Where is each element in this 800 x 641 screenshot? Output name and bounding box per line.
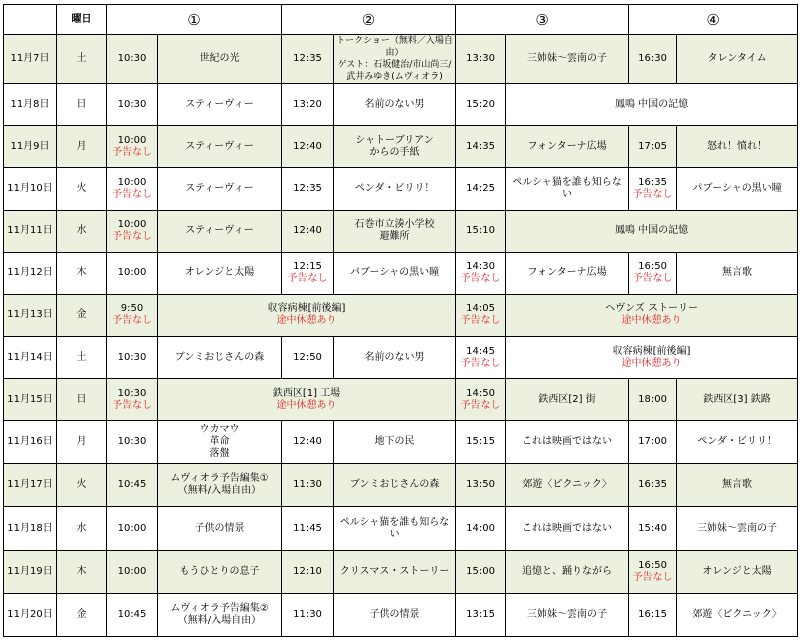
time-cell: 10:45 [107,593,158,636]
header-slot-2: ② [282,5,456,35]
date-cell: 11月10日 [4,168,57,210]
time-cell: 13:20 [282,84,334,126]
film-title-line: ムヴィオラ予告編集① [170,473,269,485]
event-guest: 武井みゆき(ムヴィオラ) [346,72,443,83]
table-row [4,336,798,378]
time-cell: 12:40 [282,126,334,168]
film-cell: 追憶と、踊りながら [506,550,629,593]
time-cell: 11:45 [282,507,334,550]
time-cell: 12:40 [282,421,334,464]
weekday-cell: 日 [57,84,107,126]
time-cell: 17:00 [629,421,677,464]
film-cell [506,294,798,336]
date-cell: 11月19日 [4,550,57,593]
date-cell: 11月17日 [4,464,57,507]
time-cell: 12:35 [282,35,334,84]
time-value: 10:30 [117,387,147,399]
weekday-cell: 木 [57,550,107,593]
table-row [4,464,798,507]
weekday-cell: 日 [57,379,107,421]
film-cell [158,379,456,421]
film-cell: 無言歌 [677,252,798,294]
no-trailer-note: 予告なし [632,273,673,285]
time-cell: 12:10 [282,550,334,593]
film-cell: 郊遊〈ピクニック〉 [677,593,798,636]
weekday-cell: 土 [57,336,107,378]
time-value: 9:50 [120,303,144,315]
time-cell: 11:30 [282,464,334,507]
time-value: 16:35 [638,177,667,189]
time-cell: 13:50 [456,464,506,507]
table-row [4,421,798,464]
film-cell: 鉄西区[3] 鉄路 [677,379,798,421]
date-cell: 11月11日 [4,210,57,252]
time-cell [456,252,506,294]
weekday-cell: 月 [57,421,107,464]
date-cell: 11月20日 [4,593,57,636]
table-row [4,550,798,593]
time-cell: 14:00 [456,507,506,550]
time-value: 10:00 [117,219,147,231]
film-cell: ブンミおじさんの森 [158,336,282,378]
film-title-line: 革命 [209,436,230,448]
date-cell: 11月9日 [4,126,57,168]
time-cell: 15:20 [456,84,506,126]
header-slot-1: ① [107,5,282,35]
no-trailer-note: 予告なし [460,315,501,327]
date-cell: 11月7日 [4,35,57,84]
time-cell: 10:00 [107,550,158,593]
header-slot-3: ③ [456,5,629,35]
film-cell: ペンダ・ビリリ！ [334,168,456,210]
no-trailer-note: 予告なし [112,146,152,158]
time-cell [107,379,158,421]
table-row [4,379,798,421]
film-cell: ペルシャ猫を誰も知らない [334,507,456,550]
date-cell: 11月13日 [4,294,57,336]
film-cell: パブーシャの黒い瞳 [677,168,798,210]
film-cell: オレンジと太陽 [677,550,798,593]
film-cell: 怒れ！憤れ！ [677,126,798,168]
time-cell: 16:30 [629,35,677,84]
time-cell: 16:15 [629,593,677,636]
time-cell [629,168,677,210]
table-row [4,210,798,252]
header-row [4,5,798,35]
time-cell: 14:35 [456,126,506,168]
film-title: 収容病棟[前後編] [267,303,346,315]
time-value: 10:00 [117,134,147,146]
weekday-cell: 火 [57,168,107,210]
time-cell: 11:30 [282,593,334,636]
intermission-note: 途中休憩あり [621,315,682,327]
film-cell: 鳳鳴 中国の記憶 [506,210,798,252]
time-cell: 10:45 [107,464,158,507]
time-cell: 15:00 [456,550,506,593]
header-weekday: 曜日 [57,5,107,35]
no-trailer-note: 予告なし [287,273,328,285]
time-cell [629,252,677,294]
film-cell: 三姉妹～雲南の子 [506,35,629,84]
film-title-line: 石巻市立湊小学校 [354,219,435,231]
event-title: トークショー（無料／入場自由） [336,36,453,59]
time-cell: 10:30 [107,421,158,464]
film-title: ヘヴンズ ストーリー [605,303,698,315]
no-trailer-note: 予告なし [632,189,673,201]
time-cell: 10:30 [107,35,158,84]
film-cell: 名前のない男 [334,336,456,378]
date-cell: 11月8日 [4,84,57,126]
schedule-table [3,4,798,637]
film-cell: 鳳鳴 中国の記憶 [506,84,798,126]
time-cell: 12:50 [282,336,334,378]
time-value: 10:00 [117,177,147,189]
weekday-cell: 木 [57,252,107,294]
no-trailer-note: 予告なし [112,315,152,327]
film-cell [158,421,282,464]
time-cell: 18:00 [629,379,677,421]
table-row [4,35,798,84]
weekday-cell: 金 [57,593,107,636]
date-cell: 11月12日 [4,252,57,294]
film-cell: これは映画ではない [506,421,629,464]
time-cell [282,252,334,294]
film-cell: ペンダ・ビリリ！ [677,421,798,464]
date-cell: 11月15日 [4,379,57,421]
film-cell: 三姉妹～雲南の子 [506,593,629,636]
film-cell: 世紀の光 [158,35,282,84]
time-cell [456,336,506,378]
time-cell [456,294,506,336]
time-cell [456,379,506,421]
film-cell: 子供の情景 [334,593,456,636]
time-cell: 17:05 [629,126,677,168]
no-trailer-note: 予告なし [460,357,501,369]
film-cell: これは映画ではない [506,507,629,550]
film-cell [506,336,798,378]
date-cell: 11月18日 [4,507,57,550]
time-value: 14:50 [466,387,495,399]
intermission-note: 途中休憩あり [621,357,682,369]
time-cell: 16:35 [629,464,677,507]
time-cell [107,126,158,168]
time-value: 16:50 [638,261,667,273]
no-trailer-note: 予告なし [112,189,152,201]
film-cell: もうひとりの息子 [158,550,282,593]
table-row [4,84,798,126]
film-title-line: ウカマウ [199,424,240,436]
film-cell: 子供の情景 [158,507,282,550]
film-title-line: （無料/入場自由） [177,485,262,497]
weekday-cell: 金 [57,294,107,336]
weekday-cell: 土 [57,35,107,84]
header-slot-4: ④ [629,5,798,35]
time-cell: 10:00 [107,507,158,550]
film-cell: 地下の民 [334,421,456,464]
film-cell: スティーヴィー [158,84,282,126]
time-cell: 15:10 [456,210,506,252]
time-cell: 12:35 [282,168,334,210]
table-row [4,126,798,168]
time-value: 14:45 [466,345,495,357]
film-cell: フォンターナ広場 [506,126,629,168]
film-cell: オレンジと太陽 [158,252,282,294]
film-title-line: からの手紙 [369,146,420,158]
film-cell: パブーシャの黒い瞳 [334,252,456,294]
film-cell: 鉄西区[2] 街 [506,379,629,421]
table-row [4,168,798,210]
time-value: 14:30 [466,261,495,273]
film-cell [158,593,282,636]
event-guest: ゲスト：石坂健治/市山尚三/ [337,60,452,71]
time-cell: 13:30 [456,35,506,84]
time-cell: 10:30 [107,84,158,126]
time-cell: 12:40 [282,210,334,252]
film-title: 収容病棟[前後編] [612,345,691,357]
time-cell: 10:30 [107,336,158,378]
film-cell [334,35,456,84]
no-trailer-note: 予告なし [460,399,501,411]
time-value: 14:05 [466,303,495,315]
time-cell: 15:15 [456,421,506,464]
film-cell [158,294,456,336]
film-title: 鉄西区[1] 工場 [272,387,341,399]
header-date [4,5,57,35]
weekday-cell: 水 [57,507,107,550]
film-title-line: シャトーブリアン [355,134,434,146]
time-value: 12:15 [293,261,322,273]
table-row [4,507,798,550]
intermission-note: 途中休憩あり [276,315,337,327]
table-row [4,593,798,636]
no-trailer-note: 予告なし [632,571,673,583]
date-cell: 11月16日 [4,421,57,464]
film-cell [334,126,456,168]
film-cell: フォンターナ広場 [506,252,629,294]
film-cell: 三姉妹～雲南の子 [677,507,798,550]
film-title-line: （無料/入場自由） [177,614,262,626]
time-cell: 15:40 [629,507,677,550]
film-cell: スティーヴィー [158,168,282,210]
time-cell [107,210,158,252]
film-cell: 無言歌 [677,464,798,507]
film-cell [158,464,282,507]
film-cell: スティーヴィー [158,126,282,168]
time-cell [107,168,158,210]
time-cell: 13:15 [456,593,506,636]
film-cell: クリスマス・ストーリー [334,550,456,593]
film-cell: ペルシャ猫を誰も知らない [506,168,629,210]
film-cell: タレンタイム [677,35,798,84]
table-row [4,252,798,294]
no-trailer-note: 予告なし [112,231,152,243]
film-cell: ブンミおじさんの森 [334,464,456,507]
time-cell: 14:25 [456,168,506,210]
time-value: 16:50 [638,559,667,571]
weekday-cell: 月 [57,126,107,168]
film-cell [334,210,456,252]
film-cell: 郊遊〈ピクニック〉 [506,464,629,507]
film-title-line: ムヴィオラ予告編集② [170,602,269,614]
time-cell [629,550,677,593]
time-cell: 10:00 [107,252,158,294]
film-title-line: 落盤 [209,448,230,460]
time-cell [107,294,158,336]
table-row [4,294,798,336]
no-trailer-note: 予告なし [460,273,501,285]
no-trailer-note: 予告なし [112,399,152,411]
date-cell: 11月14日 [4,336,57,378]
film-cell: スティーヴィー [158,210,282,252]
film-cell: 名前のない男 [334,84,456,126]
weekday-cell: 火 [57,464,107,507]
weekday-cell: 水 [57,210,107,252]
intermission-note: 途中休憩あり [276,399,337,411]
film-title-line: 避難所 [379,231,410,243]
